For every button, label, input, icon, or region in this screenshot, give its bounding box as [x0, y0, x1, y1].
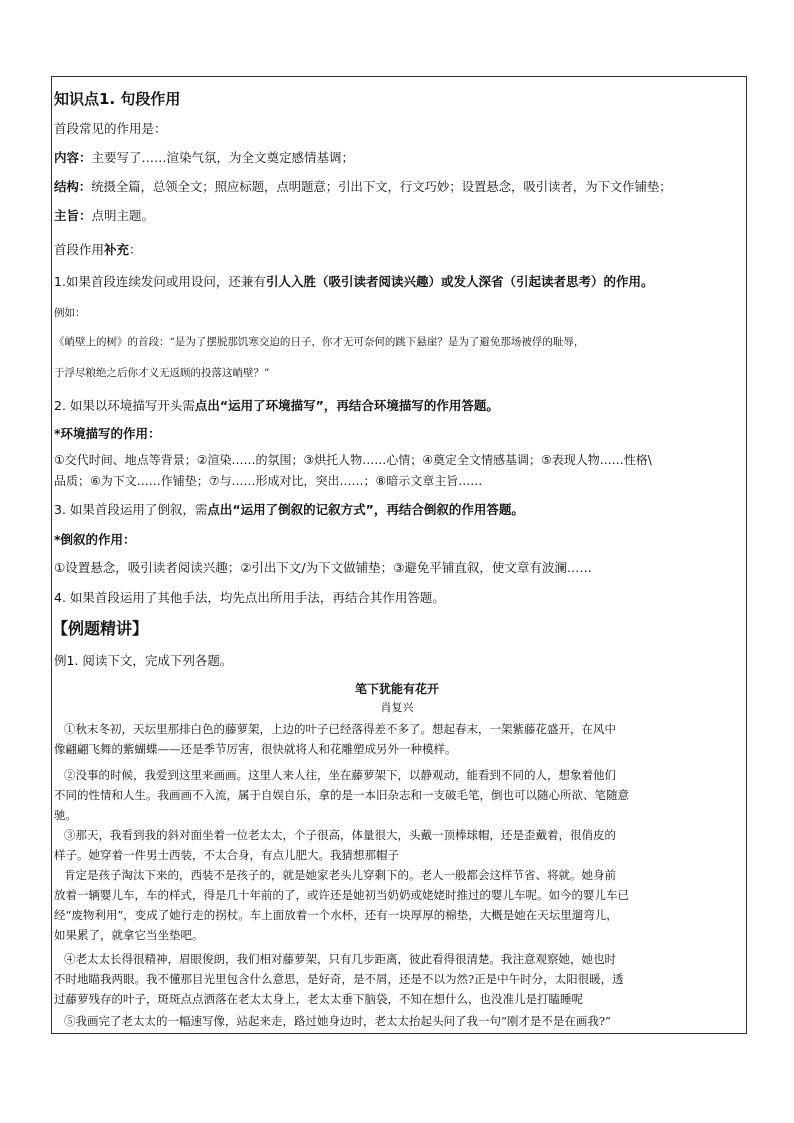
item-3-b: 点出“运用了倒叙的记叙方式”，再结合倒叙的作用答题。 — [207, 502, 524, 517]
supplement-a: 首段作用 — [54, 242, 105, 257]
page-title: 知识点1. 句段作用 — [54, 90, 181, 108]
example-label: 例如： — [54, 307, 86, 319]
story-line: ③那天，我看到我的斜对面坐着一位老太太，个子很高，体量很大，头戴一顶棒球帽，还是歪戴着，很俏皮的 — [64, 828, 616, 842]
story-line: 经“废物利用”，变成了她行走的拐杖。车上面放着一个水杯，还有一块厚厚的棉垫，大概是她在天坛里遛弯儿， — [54, 908, 618, 922]
item-2-b: 点出“运用了环境描写”，再结合环境描写的作用答题。 — [194, 398, 499, 413]
content-text: 主要写了……渲染气氛，为全文奠定感情基调； — [91, 150, 355, 165]
section-heading: 【例题精讲】 — [52, 619, 149, 638]
story-line: 肯定是孩子淘汰下来的，西装不是孩子的，就是她家老头儿穿剩下的。老人一般都会这样节省、将就。她身前 — [64, 868, 616, 882]
story-line: ②没事的时候，我爱到这里来画画。这里人来人往，坐在藤萝架下，以静观动，能看到不同的人，想象着他们 — [64, 768, 616, 782]
item-4: 4. 如果首段运用了其他手法，均先点出所用手法，再结合其作用答题。 — [54, 590, 445, 605]
flashback-title: *倒叙的作用： — [54, 532, 136, 547]
story-line: 放着一辆婴儿车，车的样式，得是几十年前的了，或许还是她初当奶奶或姥姥时推过的婴儿车呢。如今的婴儿车已 — [54, 888, 629, 902]
item-2 — [54, 397, 499, 415]
story-line: 样子。她穿着一件男士西装，不太合身，有点儿肥大。我猜想那帽子 — [54, 848, 399, 862]
story-line: ①秋末冬初，天坛里那排白色的藤萝架，上边的叶子已经落得差不多了。想起春末，一架紫藤花盛开，在风中 — [64, 722, 616, 736]
supplement-heading — [54, 241, 142, 259]
env-title: *环境描写的作用： — [54, 426, 161, 441]
theme-label: 主旨： — [54, 208, 92, 223]
example-line-2: 于浮尽粮绝之后你才义无返顾的投落这峭壁？” — [54, 367, 270, 379]
theme-text: 点明主题。 — [91, 208, 155, 223]
intro-text: 首段常见的作用是： — [54, 121, 167, 136]
content-line — [54, 149, 354, 167]
item-1 — [54, 273, 653, 291]
task-text: 例1. 阅读下文，完成下列各题。 — [54, 653, 233, 668]
item-1-b: 引人入胜（吸引读者阅读兴趣）或发人深省（引起读者思考）的作用。 — [265, 274, 654, 289]
example-line-1: 《峭壁上的树》的首段：“是为了摆脱那饥寒交迫的日子，你才无可奈何的跳下悬崖？是为了避免那场被俘的耻辱， — [54, 336, 585, 348]
story-line: 像翩翩飞舞的紫蝴蝶——还是季节厉害，很快就将人和花雕塑成另外一种模样。 — [54, 742, 457, 756]
story-line: ⑤我画完了老太太的一幅速写像，站起来走，路过她身边时，老太太抬起头问了我一句“刚才是不是在画我?” — [64, 1014, 611, 1028]
content-label: 内容： — [54, 150, 92, 165]
env-line-1: ①交代时间、地点等背景；②渲染……的氛围；③烘托人物……心情；④奠定全文情感基调；⑤表现人物……性格\ — [54, 453, 652, 467]
story-line: 过藤萝残存的叶子，斑斑点点洒落在老太太身上，老太太垂下脑袋，不知在想什么，也没准儿是打瞌睡呢 — [54, 992, 583, 1006]
supplement-b: 补充 — [104, 242, 130, 257]
env-line-2: 品质；⑥为下文……作铺垫；⑦与……形成对比，突出……；⑧暗示文章主旨…… — [54, 474, 483, 488]
structure-text: 统摄全篇，总领全文；照应标题，点明题意；引出下文，行文巧妙；设置悬念，吸引读者，为下文作铺垫； — [91, 179, 672, 194]
item-3 — [54, 501, 524, 519]
item-2-a: 2. 如果以环境描写开头需 — [54, 398, 195, 413]
item-3-a: 3. 如果首段运用了倒叙，需 — [54, 502, 208, 517]
story-line: 驰。 — [54, 808, 77, 822]
flashback-line: ①设置悬念，吸引读者阅读兴趣；②引出下文/为下文做铺垫；③避免平铺直叙，使文章有波澜…… — [54, 560, 592, 575]
structure-line — [54, 178, 672, 196]
supplement-c: ： — [129, 242, 142, 257]
story-title: 笔下犹能有花开 — [354, 682, 439, 696]
story-author: 肖复兴 — [380, 701, 414, 714]
structure-label: 结构： — [54, 179, 92, 194]
theme-line — [54, 207, 154, 225]
story-line: 不同的性情和人生。我画画不入流，属于自娱自乐，拿的是一本旧杂志和一支破毛笔，倒也可以随心所欲、笔随意 — [54, 788, 629, 802]
story-line: ④老太太长得很精神，眉眼俊朗，我们相对藤萝架，只有几步距离，彼此看得很清楚。我注意观察她，她也时 — [64, 952, 616, 966]
story-line: 如果累了，就拿它当坐垫吧。 — [54, 928, 204, 942]
item-1-a: 1.如果首段连续发问或用设问，还兼有 — [54, 274, 266, 289]
story-line: 不时地瞄我两眼。我不懂那目光里包含什么意思，是好奇，是不屑，还是不以为然?正是中午时分，太阳很暖，透 — [54, 972, 624, 986]
